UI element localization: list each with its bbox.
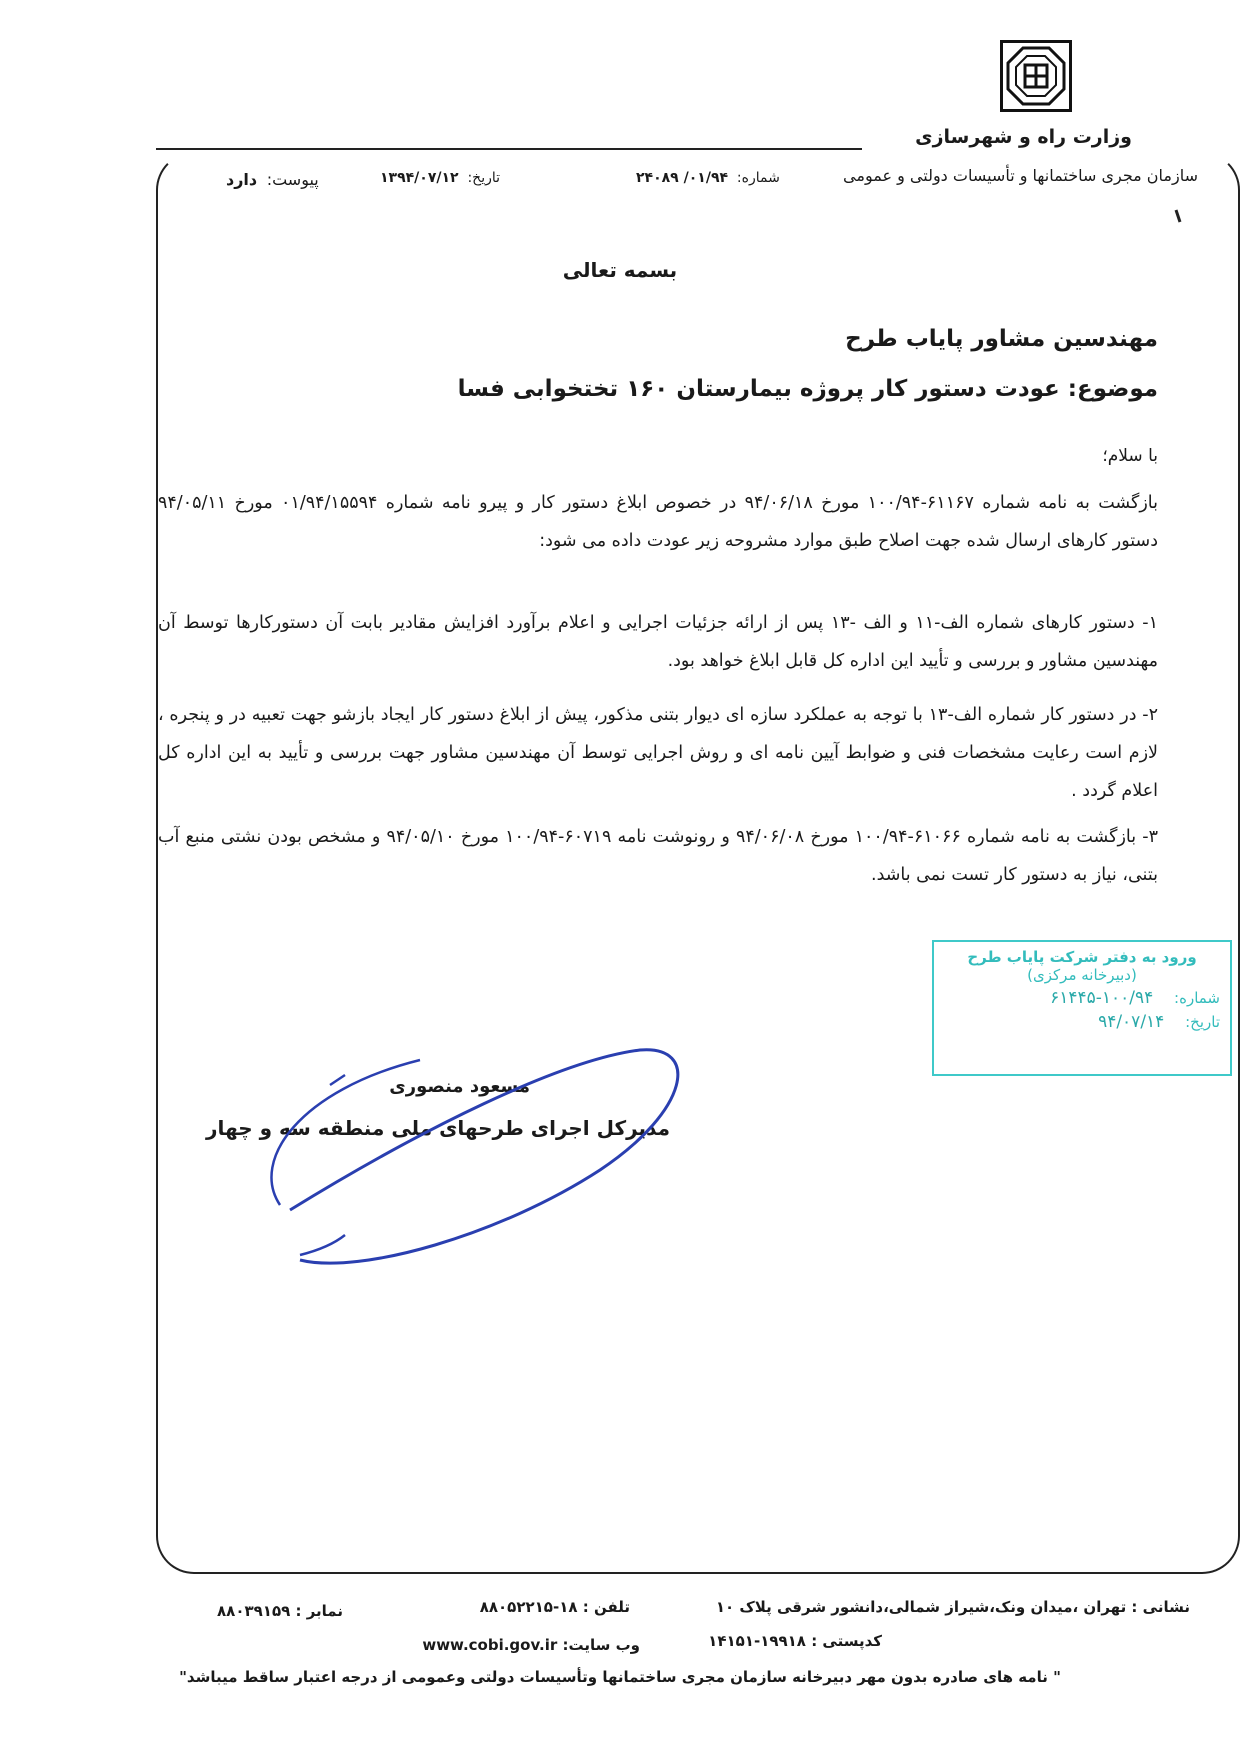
signer-name: مسعود منصوری bbox=[389, 1076, 530, 1097]
footer-postal-code: کدپستی : ۱۹۹۱۸-۱۴۱۵۱ bbox=[708, 1632, 882, 1650]
stamp-subtitle: (دبیرخانه مرکزی) bbox=[1027, 966, 1137, 984]
subject-line: موضوع: عودت دستور کار پروژه بیمارستان ۱۶۰ تختخوابی فسا bbox=[457, 376, 1158, 402]
letter-number: شماره: ۰۱/۹۴/ ۲۴۰۸۹ bbox=[636, 170, 780, 186]
paragraph-item-2: ۲- در دستور کار شماره الف-۱۳ با توجه به عملکرد سازه ای دیوار بتنی مذکور، پیش از ابلاغ دستور کار ایجاد بازشو جهت تعبیه در و پنجره ، لازم است رعایت مشخصات فنی و ضوابط آیین نامه ای و روش اجرایی توسط آن مهندسین مشاور جهت بررسی و تأیید به این اداره کل اعلام گردد . bbox=[158, 705, 1158, 801]
footer-phone: تلفن : ۱۸-۸۸۰۵۲۲۱۵ bbox=[479, 1598, 630, 1616]
stamp-number-row: شماره: ۱۰۰/۹۴-۶۱۴۴۵ bbox=[1050, 988, 1220, 1008]
bismillah-heading: بسمه تعالی bbox=[562, 258, 678, 282]
ministry-name: وزارت راه و شهرسازی bbox=[915, 126, 1132, 148]
paragraph-item-1: ۱- دستور کارهای شماره الف-۱۱ و الف -۱۳ پس از ارائه جزئیات اجرایی و اعلام برآورد افزایش مقادیر بابت آن دستورکارها توسط آن مهندسین مشاور و بررسی و تأیید این اداره کل قابل ابلاغ خواهد بود. bbox=[158, 613, 1158, 671]
stamp-date: ۹۴/۰۷/۱۴ bbox=[1098, 1012, 1165, 1032]
header-rule bbox=[156, 148, 862, 150]
stamp-number: ۱۰۰/۹۴-۶۱۴۴۵ bbox=[1050, 988, 1154, 1008]
paragraph-intro: بازگشت به نامه شماره ۶۱۱۶۷-۱۰۰/۹۴ مورخ ۹۴/۰۶/۱۸ در خصوص ابلاغ دستور کار و پیرو نامه شماره ۰۱/۹۴/۱۵۵۹۴ مورخ ۹۴/۰۵/۱۱ دستور کارهای ارسال شده جهت اصلاح طبق موارد مشروحه زیر عودت داده می شود: bbox=[158, 493, 1158, 551]
letter-date: تاریخ: ۱۳۹۴/۰۷/۱۲ bbox=[380, 170, 501, 186]
footer-website: وب سایت: www.cobi.gov.ir bbox=[422, 1636, 640, 1654]
paragraph-item-3: ۳- بازگشت به نامه شماره ۶۱۰۶۶-۱۰۰/۹۴ مورخ ۹۴/۰۶/۰۸ و رونوشت نامه ۶۰۷۱۹-۱۰۰/۹۴ مورخ ۹۴/۰۵/۱۰ و مشخص بودن نشتی منبع آب بتنی، نیاز به دستور کار تست نمی باشد. bbox=[158, 827, 1158, 885]
letter-attachment: پیوست: دارد bbox=[226, 170, 319, 189]
greeting: با سلام؛ bbox=[1102, 446, 1158, 466]
recipient: مهندسین مشاور پایاب طرح bbox=[845, 326, 1158, 352]
footer-fax: نمابر : ۸۸۰۳۹۱۵۹ bbox=[217, 1602, 343, 1620]
ministry-emblem-icon bbox=[1000, 40, 1072, 112]
receipt-stamp bbox=[932, 940, 1232, 1076]
stamp-date-row: تاریخ: ۹۴/۰۷/۱۴ bbox=[1098, 1012, 1220, 1032]
signer-title: مدیرکل اجرای طرحهای ملی منطقه سه و چهار bbox=[206, 1116, 670, 1140]
footer-notice: " نامه های صادره بدون مهر دبیرخانه سازمان مجری ساختمانها وتأسیسات دولتی وعمومی از درجه اعتبار ساقط میباشد" bbox=[179, 1668, 1061, 1686]
footer-address: نشانی : تهران ،میدان ونک،شیراز شمالی،دانشور شرقی پلاک ۱۰ bbox=[715, 1598, 1190, 1616]
organization-name: سازمان مجری ساختمانها و تأسیسات دولتی و عمومی bbox=[843, 166, 1198, 185]
stamp-title: ورود به دفتر شرکت پایاب طرح bbox=[967, 948, 1197, 966]
